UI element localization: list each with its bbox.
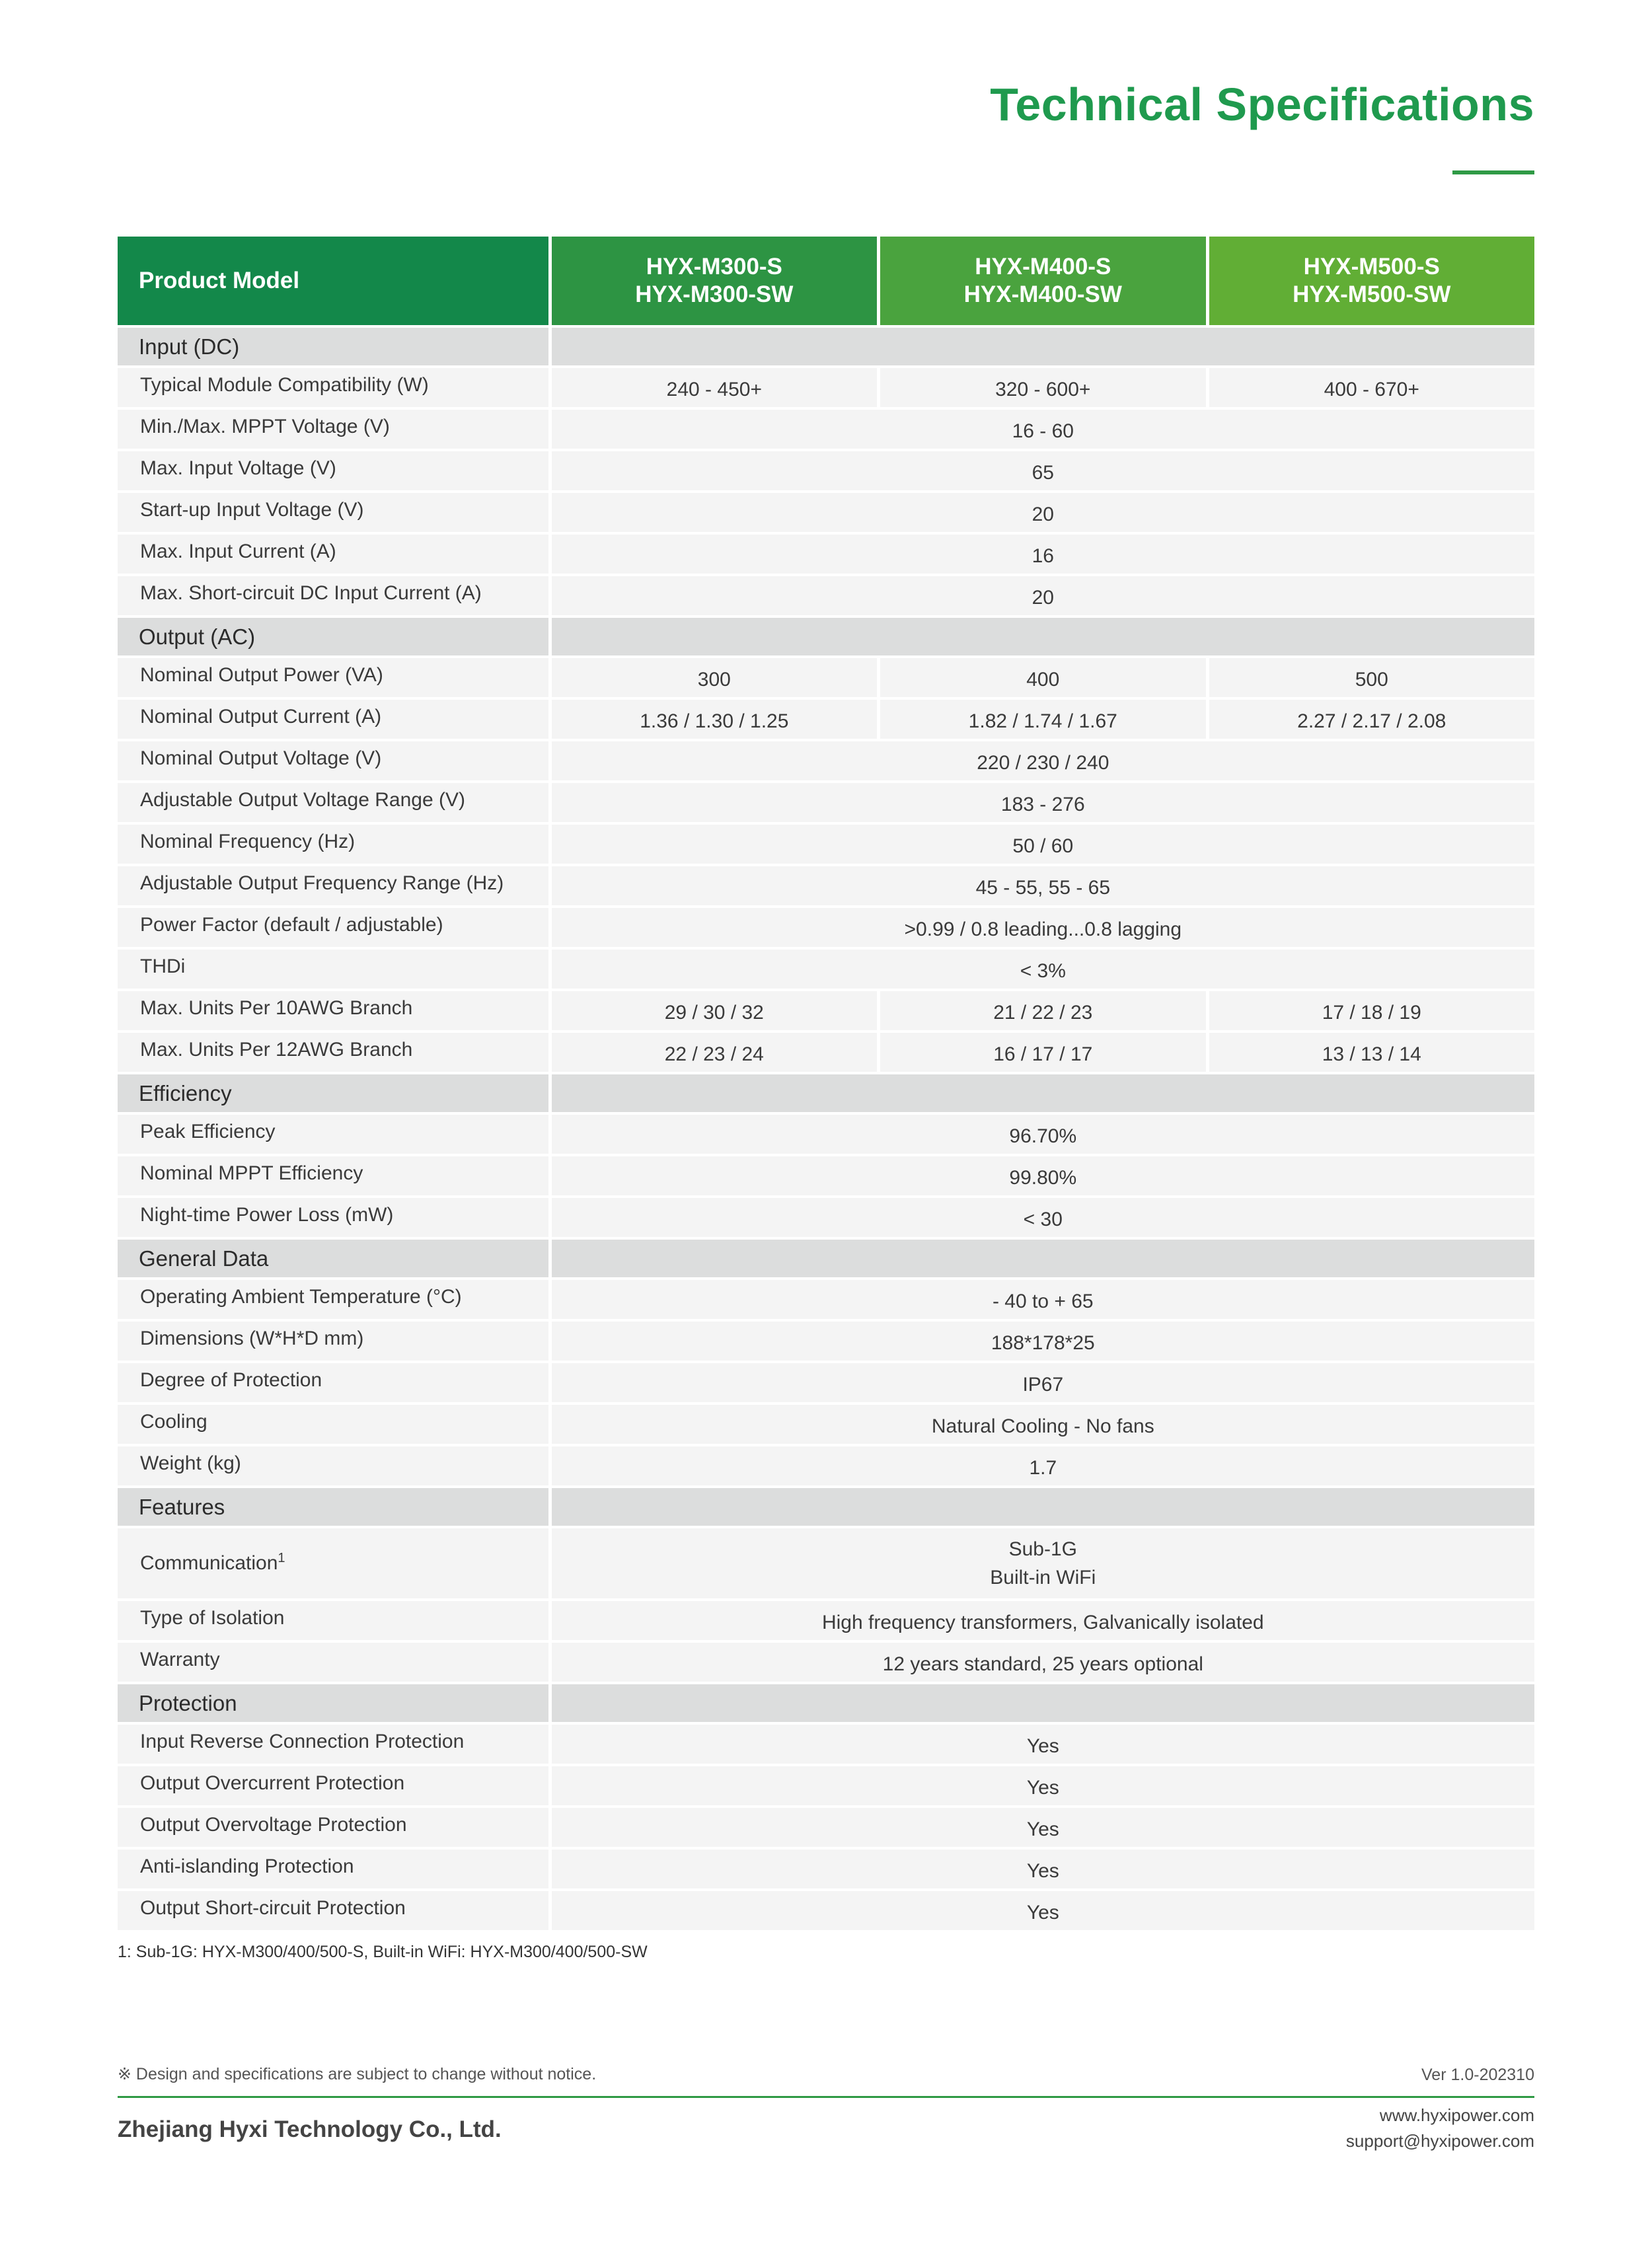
table-row bbox=[118, 1764, 1534, 1805]
product-model-header: Product Model bbox=[118, 237, 548, 325]
spec-value: 500 bbox=[1206, 655, 1535, 697]
table-row bbox=[118, 1154, 1534, 1195]
spec-label bbox=[118, 655, 548, 697]
section-title: Input (DC) bbox=[118, 325, 548, 365]
section-fill bbox=[548, 1682, 1534, 1722]
spec-label-text: Input Reverse Connection Protection bbox=[140, 1730, 465, 1752]
section-title: Protection bbox=[118, 1682, 548, 1722]
spec-value: Yes bbox=[548, 1764, 1534, 1805]
spec-label-text: Nominal Frequency (Hz) bbox=[140, 830, 356, 852]
table-row bbox=[118, 574, 1534, 615]
footnote: 1: Sub-1G: HYX-M300/400/500-S, Built-in WiFi: HYX-M300/400/500-SW bbox=[118, 1943, 648, 1961]
spec-value: 300 bbox=[548, 655, 877, 697]
section-row bbox=[118, 1072, 1534, 1112]
section-row bbox=[118, 1485, 1534, 1526]
spec-value: 16 bbox=[548, 532, 1534, 574]
footnote-marker: 1 bbox=[278, 1551, 285, 1565]
spec-value: < 30 bbox=[548, 1195, 1534, 1237]
spec-value: 12 years standard, 25 years optional bbox=[548, 1640, 1534, 1682]
table-row bbox=[118, 1640, 1534, 1682]
version-label: Ver 1.0-202310 bbox=[1421, 2066, 1534, 2084]
spec-value: 188*178*25 bbox=[548, 1319, 1534, 1361]
model-name-s: HYX-M400-S bbox=[975, 254, 1111, 280]
table-row bbox=[118, 1030, 1534, 1072]
spec-label-text: Type of Isolation bbox=[140, 1606, 285, 1629]
spec-label bbox=[118, 449, 548, 490]
table-row bbox=[118, 490, 1534, 532]
spec-label-text: Power Factor (default / adjustable) bbox=[140, 913, 443, 936]
table-row bbox=[118, 655, 1534, 697]
spec-label-text: Typical Module Compatibility (W) bbox=[140, 373, 429, 396]
title-underline bbox=[1452, 170, 1534, 174]
spec-label bbox=[118, 780, 548, 822]
table-row bbox=[118, 989, 1534, 1030]
spec-value: 96.70% bbox=[548, 1112, 1534, 1154]
model-header-1 bbox=[548, 237, 877, 325]
spec-label bbox=[118, 864, 548, 905]
spec-label-text: Weight (kg) bbox=[140, 1452, 241, 1474]
table-row bbox=[118, 1722, 1534, 1764]
spec-value: 183 - 276 bbox=[548, 780, 1534, 822]
company-name: Zhejiang Hyxi Technology Co., Ltd. bbox=[118, 2116, 502, 2142]
spec-label-text: Output Overcurrent Protection bbox=[140, 1772, 405, 1794]
footer-divider bbox=[118, 2096, 1534, 2098]
spec-value: 13 / 13 / 14 bbox=[1206, 1030, 1535, 1072]
table-row bbox=[118, 532, 1534, 574]
spec-label-text: Min./Max. MPPT Voltage (V) bbox=[140, 415, 390, 437]
spec-label bbox=[118, 1640, 548, 1682]
spec-value: IP67 bbox=[548, 1361, 1534, 1402]
spec-label-text: Warranty bbox=[140, 1648, 220, 1670]
spec-value: 99.80% bbox=[548, 1154, 1534, 1195]
section-row bbox=[118, 325, 1534, 365]
table-row bbox=[118, 1277, 1534, 1319]
table-row bbox=[118, 1598, 1534, 1640]
spec-label-text: Nominal Output Power (VA) bbox=[140, 663, 383, 686]
spec-table-body bbox=[118, 325, 1534, 1930]
disclaimer: ※ Design and specifications are subject to change without notice. bbox=[118, 2065, 597, 2083]
spec-label-text: Cooling bbox=[140, 1410, 207, 1433]
spec-label-text: Max. Units Per 12AWG Branch bbox=[140, 1038, 413, 1061]
table-row bbox=[118, 1195, 1534, 1237]
spec-label-text: THDi bbox=[140, 955, 186, 977]
table-row bbox=[118, 1526, 1534, 1598]
spec-label bbox=[118, 822, 548, 864]
spec-label bbox=[118, 1195, 548, 1237]
spec-label bbox=[118, 1847, 548, 1888]
section-title: Features bbox=[118, 1485, 548, 1526]
spec-label bbox=[118, 1888, 548, 1930]
spec-value: 45 - 55, 55 - 65 bbox=[548, 864, 1534, 905]
spec-label-text: Nominal MPPT Efficiency bbox=[140, 1162, 363, 1184]
spec-label-text: Night-time Power Loss (mW) bbox=[140, 1203, 394, 1226]
spec-table bbox=[118, 237, 1534, 1930]
section-title: General Data bbox=[118, 1237, 548, 1277]
spec-label bbox=[118, 1598, 548, 1640]
spec-label-text: Output Overvoltage Protection bbox=[140, 1813, 407, 1836]
table-row bbox=[118, 1847, 1534, 1888]
spec-label bbox=[118, 1154, 548, 1195]
spec-label bbox=[118, 739, 548, 780]
spec-value: 21 / 22 / 23 bbox=[877, 989, 1205, 1030]
spec-label bbox=[118, 1030, 548, 1072]
table-row bbox=[118, 780, 1534, 822]
spec-label-text: Max. Units Per 10AWG Branch bbox=[140, 996, 413, 1019]
spec-value: High frequency transformers, Galvanically isolated bbox=[548, 1598, 1534, 1640]
spec-value: < 3% bbox=[548, 947, 1534, 989]
spec-value bbox=[548, 1526, 1534, 1598]
spec-value: >0.99 / 0.8 leading...0.8 lagging bbox=[548, 905, 1534, 947]
spec-label bbox=[118, 1402, 548, 1444]
spec-label bbox=[118, 1277, 548, 1319]
spec-value: Yes bbox=[548, 1805, 1534, 1847]
spec-value: 1.36 / 1.30 / 1.25 bbox=[548, 697, 877, 739]
table-row bbox=[118, 1402, 1534, 1444]
table-row bbox=[118, 822, 1534, 864]
spec-label bbox=[118, 1722, 548, 1764]
table-row bbox=[118, 365, 1534, 407]
spec-label-text: Nominal Output Current (A) bbox=[140, 705, 382, 728]
spec-label-text: Peak Efficiency bbox=[140, 1120, 276, 1142]
page-title: Technical Specifications bbox=[990, 79, 1534, 130]
spec-label-text: Nominal Output Voltage (V) bbox=[140, 747, 382, 769]
section-fill bbox=[548, 1237, 1534, 1277]
spec-label bbox=[118, 697, 548, 739]
table-row bbox=[118, 739, 1534, 780]
model-header-2 bbox=[877, 237, 1205, 325]
spec-label-text: Output Short-circuit Protection bbox=[140, 1896, 406, 1919]
spec-label-text: Dimensions (W*H*D mm) bbox=[140, 1327, 364, 1349]
spec-value: 16 / 17 / 17 bbox=[877, 1030, 1205, 1072]
table-row bbox=[118, 905, 1534, 947]
spec-value: 320 - 600+ bbox=[877, 365, 1205, 407]
spec-label-text: Adjustable Output Frequency Range (Hz) bbox=[140, 872, 504, 894]
header-row bbox=[118, 237, 1534, 325]
spec-label-text: Start-up Input Voltage (V) bbox=[140, 498, 364, 521]
table-row bbox=[118, 1805, 1534, 1847]
spec-label bbox=[118, 407, 548, 449]
spec-value: Yes bbox=[548, 1888, 1534, 1930]
section-row bbox=[118, 1237, 1534, 1277]
spec-value: 50 / 60 bbox=[548, 822, 1534, 864]
spec-value: 220 / 230 / 240 bbox=[548, 739, 1534, 780]
spec-label bbox=[118, 1112, 548, 1154]
section-title: Efficiency bbox=[118, 1072, 548, 1112]
spec-value-line: Built-in WiFi bbox=[990, 1567, 1096, 1588]
spec-label-text: Operating Ambient Temperature (°C) bbox=[140, 1285, 462, 1308]
spec-label-text: Adjustable Output Voltage Range (V) bbox=[140, 788, 465, 811]
table-row bbox=[118, 947, 1534, 989]
spec-value-line: Sub-1G bbox=[1008, 1538, 1077, 1560]
spec-value: 240 - 450+ bbox=[548, 365, 877, 407]
model-header-3 bbox=[1206, 237, 1535, 325]
spec-label bbox=[118, 1805, 548, 1847]
spec-label bbox=[118, 1319, 548, 1361]
spec-label bbox=[118, 574, 548, 615]
table-row bbox=[118, 407, 1534, 449]
table-row bbox=[118, 449, 1534, 490]
spec-label-text: Max. Input Voltage (V) bbox=[140, 457, 336, 479]
spec-value: - 40 to + 65 bbox=[548, 1277, 1534, 1319]
table-row bbox=[118, 1319, 1534, 1361]
section-title: Output (AC) bbox=[118, 615, 548, 655]
spec-label bbox=[118, 365, 548, 407]
spec-value: Natural Cooling - No fans bbox=[548, 1402, 1534, 1444]
spec-label-text: Degree of Protection bbox=[140, 1368, 322, 1391]
section-fill bbox=[548, 1485, 1534, 1526]
spec-label bbox=[118, 1444, 548, 1485]
spec-label bbox=[118, 490, 548, 532]
table-row bbox=[118, 1888, 1534, 1930]
spec-value: 1.7 bbox=[548, 1444, 1534, 1485]
spec-label-text: Max. Short-circuit DC Input Current (A) bbox=[140, 581, 482, 604]
section-row bbox=[118, 615, 1534, 655]
spec-value: 1.82 / 1.74 / 1.67 bbox=[877, 697, 1205, 739]
spec-value: 29 / 30 / 32 bbox=[548, 989, 877, 1030]
support-email-link[interactable]: support@hyxipower.com bbox=[1345, 2131, 1534, 2151]
table-row bbox=[118, 864, 1534, 905]
spec-value: 20 bbox=[548, 490, 1534, 532]
spec-value: 400 - 670+ bbox=[1206, 365, 1535, 407]
model-name-sw: HYX-M300-SW bbox=[635, 281, 794, 307]
model-name-sw: HYX-M500-SW bbox=[1293, 281, 1451, 307]
spec-label bbox=[118, 989, 548, 1030]
spec-value: 17 / 18 / 19 bbox=[1206, 989, 1535, 1030]
spec-label bbox=[118, 947, 548, 989]
spec-label bbox=[118, 905, 548, 947]
spec-label-text: Anti-islanding Protection bbox=[140, 1855, 354, 1877]
section-row bbox=[118, 1682, 1534, 1722]
model-name-s: HYX-M500-S bbox=[1303, 254, 1440, 280]
spec-label bbox=[118, 1764, 548, 1805]
spec-label-text: Communication bbox=[140, 1552, 278, 1574]
spec-value: Yes bbox=[548, 1847, 1534, 1888]
spec-value: 22 / 23 / 24 bbox=[548, 1030, 877, 1072]
spec-value: Yes bbox=[548, 1722, 1534, 1764]
section-fill bbox=[548, 1072, 1534, 1112]
spec-value: 65 bbox=[548, 449, 1534, 490]
table-row bbox=[118, 1112, 1534, 1154]
section-fill bbox=[548, 325, 1534, 365]
spec-value: 16 - 60 bbox=[548, 407, 1534, 449]
spec-label bbox=[118, 532, 548, 574]
table-row bbox=[118, 697, 1534, 739]
spec-value: 2.27 / 2.17 / 2.08 bbox=[1206, 697, 1535, 739]
spec-value: 400 bbox=[877, 655, 1205, 697]
spec-label bbox=[118, 1526, 548, 1598]
spec-label bbox=[118, 1361, 548, 1402]
model-name-sw: HYX-M400-SW bbox=[963, 281, 1122, 307]
spec-label-text: Max. Input Current (A) bbox=[140, 540, 336, 562]
table-row bbox=[118, 1444, 1534, 1485]
website-link[interactable]: www.hyxipower.com bbox=[1379, 2105, 1534, 2125]
model-name-s: HYX-M300-S bbox=[646, 254, 782, 280]
section-fill bbox=[548, 615, 1534, 655]
spec-value: 20 bbox=[548, 574, 1534, 615]
table-row bbox=[118, 1361, 1534, 1402]
